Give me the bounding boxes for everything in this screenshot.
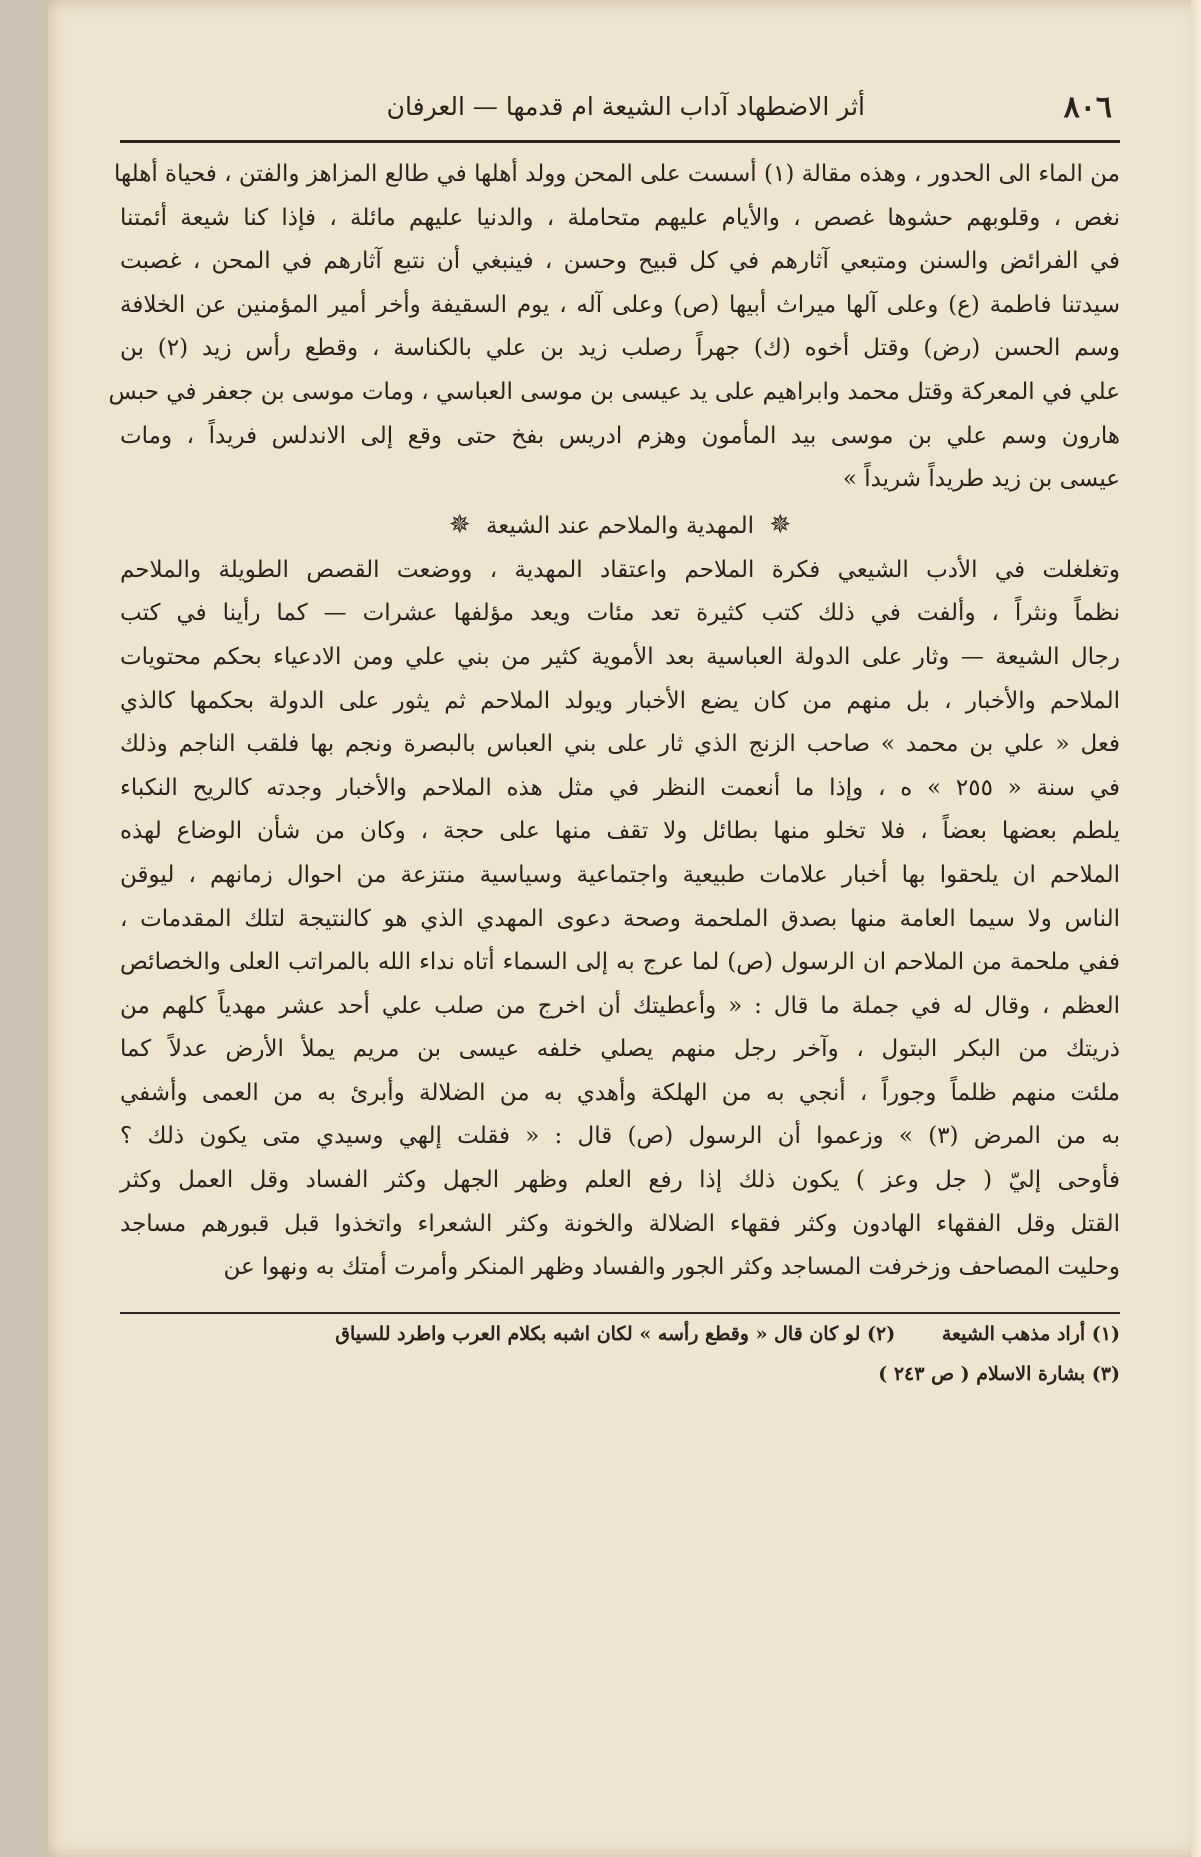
section-heading [120, 502, 1120, 549]
text-line: وسم الحسن (رض) وقتل أخوه (ك) جهراً رصلب زيد بن علي بالكناسة ، وقطع رأس زيد (٢) بن [120, 335, 1120, 362]
text-line: فأوحى إليّ ( جل وعز ) يكون ذلك إذا رفع العلم وظهر الجهل وكثر الفساد وقل العمل وكثر [120, 1167, 1120, 1194]
paragraph-quote [108, 153, 1120, 502]
book-page [48, 0, 1201, 1857]
body-text [108, 153, 1120, 1290]
text-line: رجال الشيعة — وثار على الدولة العباسية بعد الأموية كثير من بني علي ومن الادعياء بحكم محتويات [120, 643, 1120, 670]
text-line: نغص ، وقلوبهم حشوها غصص ، والأيام عليهم متحاملة ، والدنيا عليهم مائلة ، فإذا كنا شيعة أئمتنا [120, 204, 1120, 231]
page-edge-shadow [1191, 0, 1201, 1857]
text-line: سيدتنا فاطمة (ع) وعلى آلها ميراث أبيها (ص) وعلى آله ، يوم السقيفة وأخر أمير المؤمنين عن الخلافة [120, 291, 1120, 318]
footnote-1: (١) أراد مذهب الشيعة [941, 1322, 1120, 1345]
text-line: الملاحم ان يلحقوا بها أخبار علامات طبيعية واجتماعية وسياسية منتزعة من احوال زمانهم ، ليوقن [120, 861, 1120, 888]
text-line: الملاحم والأخبار ، بل منهم من كان يضع الأخبار ويولد الملاحم ثم يثور على الدولة بحكمها كالذي [120, 687, 1120, 714]
footnote-row [120, 1314, 1120, 1354]
text-line: يلطم بعضها بعضاً ، فلا تخلو منها بطائل ولا تقف منها على حجة ، وكان من شأن الوضاع لهذه [120, 818, 1120, 845]
text-line: وحليت المصاحف وزخرفت المساجد وكثر الجور والفساد وظهر المنكر وأمرت أمتك به ونهوا عن [223, 1254, 1120, 1281]
text-line: في سنة « ٢٥٥ » ه ، وإذا ما أنعمت النظر في مثل هذه الملاحم والأخبار وجدته كالريح النكباء [120, 774, 1120, 801]
text-line: علي في المعركة وقتل محمد وابراهيم على يد عيسى بن موسى العباسي ، ومات موسى بن جعفر في حبس [108, 378, 1120, 405]
page-header [120, 82, 1120, 143]
text-line: ففي ملحمة من الملاحم ان الرسول (ص) لما عرج به إلى السماء أتاه نداء الله بالمراتب العلى والخصائص [120, 949, 1120, 976]
text-line: نظماً ونثراً ، وألفت في ذلك كتب كثيرة تعد مئات ويعد مؤلفها عشرات — كما رأينا في كتب [120, 600, 1120, 627]
asterisk-ornament-icon: ✵ [448, 509, 471, 540]
running-title: أثر الاضطهاد آداب الشيعة ام قدمها — العرفان [386, 92, 865, 121]
text-line: العظم ، وقال له في جملة ما قال : « وأعطيتك أن اخرج من صلب علي أحد عشر مهدياً كلهم من [120, 992, 1120, 1019]
text-line: ملئت منهم ظلماً وجوراً ، أنجي به من الهلكة وأهدي به من الضلالة وأبرئ به من العمى وأشفي [120, 1079, 1120, 1106]
text-line: ذريتك من البكر البتول ، وآخر رجل منهم يصلي خلفه عيسى بن مريم يملأ الأرض عدلاً كما [120, 1036, 1120, 1063]
footnote-2: (٢) لو كان قال « وقطع رأسه » لكان اشبه بكلام العرب واطرد للسياق [335, 1322, 896, 1345]
page-number: ٨٠٦ [1063, 90, 1112, 125]
footnote-3: (٣) بشارة الاسلام ( ص ٢٤٣ ) [878, 1362, 1120, 1385]
text-line: عيسى بن زيد طريداً شريداً » [842, 466, 1120, 493]
footnote-row [120, 1354, 1120, 1394]
text-line: فعل « علي بن محمد » صاحب الزنج الذي ثار على بني العباس بالبصرة ونجم بها فلقب الناجم وذلك [120, 731, 1120, 758]
paragraph-main [120, 549, 1120, 1290]
text-line: في الفرائض والسنن ومتبعي آثارهم في كل قبيح وحسن ، فينبغي أن نتبع آثارهم في المحن ، غصبت [120, 248, 1120, 275]
text-line: هارون وسم علي بن موسى بيد المأمون وهزم ادريس بفخ حتى وقع إلى الاندلس فريداً ، ومات [120, 422, 1120, 449]
text-line: القتل وقل الفقهاء الهادون وكثر فقهاء الضلالة والخونة وكثر الشعراء واتخذوا قبل قبورهم مساجد [120, 1210, 1120, 1237]
text-line: به من المرض (٣) » وزعموا أن الرسول (ص) قال : « فقلت إلهي وسيدي متى يكون ذلك ؟ [120, 1123, 1120, 1150]
text-line: وتغلغلت في الأدب الشيعي فكرة الملاحم واعتقاد المهدية ، ووضعت القصص الطويلة والملاحم [120, 556, 1120, 583]
asterisk-ornament-icon: ✵ [769, 509, 792, 540]
section-heading-text: المهدية والملاحم عند الشيعة [485, 512, 755, 539]
text-line: الناس ولا سيما العامة منها بصدق الملحمة وصحة دعوى المهدي الذي هو كالنتيجة لتلك المقدمات ، [120, 905, 1120, 932]
text-line: من الماء الى الحدور ، وهذه مقالة (١) أسست على المحن وولد أهلها في طالع المزاهز والفتن ، فحياة أهلها [113, 161, 1120, 187]
page-content [108, 82, 1120, 1394]
